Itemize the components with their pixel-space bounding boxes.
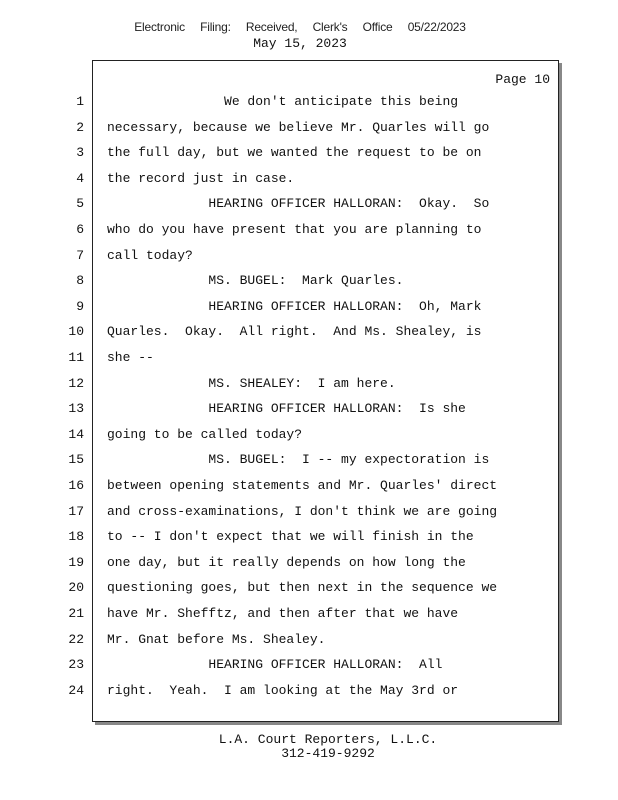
transcript-line: she -- [107,350,154,365]
transcript-line: right. Yeah. I am looking at the May 3rd or [107,682,459,698]
transcript-line: to -- I don't expect that we will finish in the [107,529,474,545]
transcript-line: HEARING OFFICER HALLORAN: Is she [107,401,466,417]
line-number: 7 [76,247,84,263]
transcript-line: going to be called today? [107,426,303,442]
transcript-line: one day, but it really depends on how long the [107,554,466,570]
line-number: 24 [68,682,84,698]
reporter-phone: 312-419-9292 [281,746,375,761]
filing-word: Filing: [200,20,231,34]
transcript-date: May 15, 2023 [253,36,347,51]
filing-word: Electronic [134,20,185,34]
page-number: Page 10 [495,72,550,87]
transcript-line: call today? [107,247,193,263]
line-number: 21 [68,606,84,621]
reporter-company: L.A. Court Reporters, L.L.C. [218,732,438,747]
line-number: 1 [76,94,84,109]
line-number: 18 [68,529,84,545]
line-number: 20 [68,580,84,596]
line-number: 11 [68,350,84,365]
transcript-line: between opening statements and Mr. Quarles' direct [107,478,498,493]
line-number: 9 [76,298,84,314]
line-number: 3 [76,145,84,161]
transcript-line: HEARING OFFICER HALLORAN: All [107,657,443,673]
transcript-line: We don't anticipate this being [107,94,459,109]
transcript-line: MS. BUGEL: I -- my expectoration is [107,452,490,468]
transcript-line: and cross-examinations, I don't think we are going [107,503,498,519]
transcript-line: MS. SHEALEY: I am here. [107,375,396,391]
line-number: 14 [68,426,84,442]
transcript-line: the full day, but we wanted the request to be on [107,145,482,161]
transcript-line: questioning goes, but then next in the sequence we [107,580,498,596]
transcript-line: HEARING OFFICER HALLORAN: Oh, Mark [107,298,482,314]
line-number: 2 [76,119,84,135]
line-number: 17 [68,503,84,519]
line-number: 16 [68,478,84,493]
transcript-line: necessary, because we believe Mr. Quarles will go [107,119,490,135]
line-number: 5 [76,196,84,212]
transcript-line: HEARING OFFICER HALLORAN: Okay. So [107,196,490,212]
transcript-line: Quarles. Okay. All right. And Ms. Shealey, is [107,324,482,340]
line-number: 15 [68,452,84,468]
line-number: 22 [68,631,84,647]
line-number: 6 [76,222,84,237]
filing-date: 05/22/2023 [407,20,466,34]
line-number: 4 [76,170,84,186]
line-number: 13 [68,401,84,417]
line-number: 12 [68,375,84,391]
transcript-line: MS. BUGEL: Mark Quarles. [107,273,404,289]
filing-word: Clerk's [312,20,348,34]
line-number: 10 [68,324,84,340]
line-number: 23 [68,657,84,673]
transcript-line: the record just in case. [107,170,295,186]
filing-word: Office [362,20,393,34]
filing-stamp [0,20,600,34]
transcript-line: Mr. Gnat before Ms. Shealey. [107,631,326,647]
transcript-line: have Mr. Shefftz, and then after that we have [107,606,459,621]
line-number: 19 [68,554,84,570]
line-number: 8 [76,273,84,289]
transcript-line: who do you have present that you are planning to [107,222,482,237]
filing-word: Received, [245,20,298,34]
